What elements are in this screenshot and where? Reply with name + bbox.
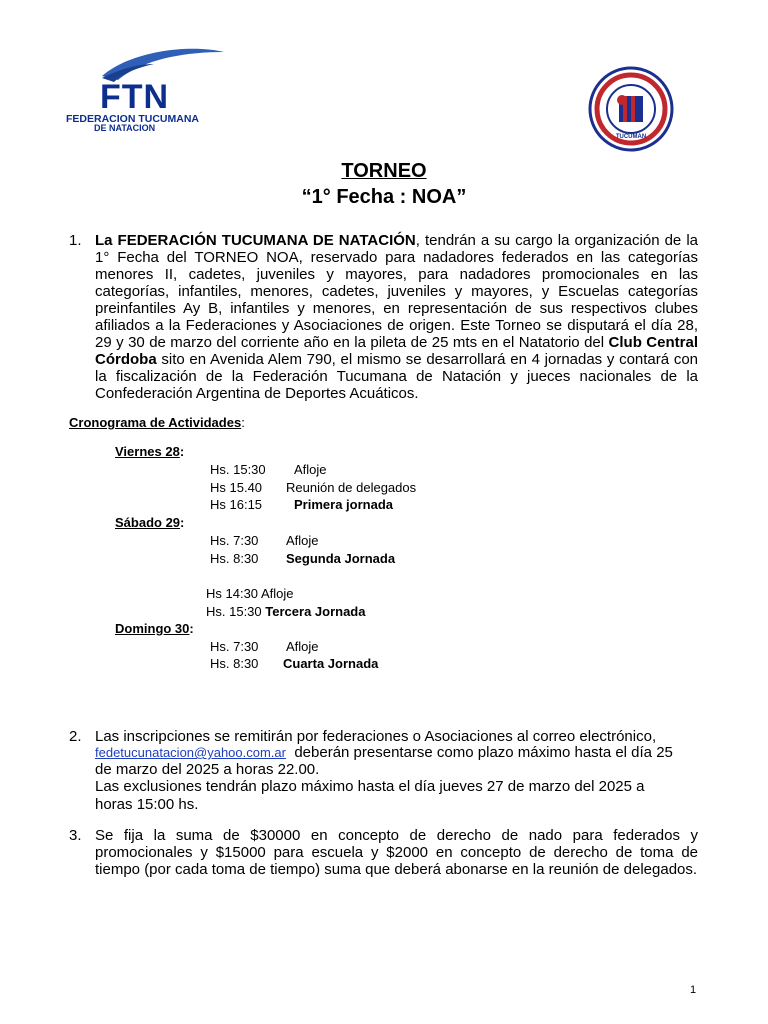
- schedule-activity: Afloje: [286, 533, 319, 548]
- svg-text:TUCUMAN: TUCUMAN: [615, 134, 647, 140]
- svg-text:DE NATACION: DE NATACION: [94, 123, 156, 132]
- schedule-time: Hs. 8:30: [210, 656, 259, 671]
- item-2-line-2: [95, 744, 715, 761]
- schedule-time: Hs 16:15: [210, 497, 263, 512]
- svg-text:FTN: FTN: [100, 78, 170, 116]
- item-1-text-b: sito en Avenida Alem 790, el mismo se desarrollará en 4 jornadas y contará con la fiscalización de la Federación Tucumana de Natación y jueces nacionales de la Confederación Argentina de Deportes Acuáticos.: [95, 351, 698, 402]
- schedule-activity: Afloje: [294, 462, 327, 477]
- item-2-line-2-rest: deberán presentarse como plazo máximo hasta el día 25: [294, 744, 673, 761]
- schedule-time: Hs. 15:30: [206, 604, 262, 619]
- schedule-activity: Reunión de delegados: [286, 480, 417, 495]
- day-label-sunday: Domingo 30:: [115, 621, 194, 636]
- item-1-paragraph: [95, 232, 698, 402]
- schedule-activity: Afloje: [286, 639, 319, 654]
- item-2-number: 2.: [69, 728, 82, 745]
- schedule-row-afternoon-2: [206, 604, 365, 619]
- ftn-logo: [62, 46, 227, 132]
- svg-text:FEDERACION TUCUMANA: FEDERACION TUCUMANA: [66, 113, 199, 125]
- club-name: Club Central Córdoba: [95, 334, 698, 368]
- schedule-time: Hs. 7:30: [210, 533, 259, 548]
- schedule-activity: Afloje: [260, 586, 294, 601]
- schedule-time: Hs 14:30: [206, 586, 259, 601]
- item-2-line-3: de marzo del 2025 a horas 22.00.: [95, 761, 320, 778]
- item-1-number: 1.: [69, 232, 82, 249]
- schedule-time: Hs. 7:30: [210, 639, 259, 654]
- schedule-activity: Segunda Jornada: [286, 551, 396, 566]
- item-2-line-4: Las exclusiones tendrán plazo máximo hasta el día jueves 27 de marzo del 2025 a: [95, 778, 645, 795]
- item-1-text-a: , tendrán a su cargo la organización de la 1° Fecha del TORNEO NOA, reservado para nadadores federados en las categorías menores II, cadetes, juveniles y mayores, para nadadores promocionales en las categorías, infantiles, menores, cadetes, juveniles y mayores, y Escuelas categorías preinfantiles Ay B, infantiles y menores, en representación de sus respectivos clubes afiliados a la Federaciones y Asociaciones de origen. Este Torneo se disputará el día 28, 29 y 30 de marzo del corriente año en la pileta de 25 mts en el Natatorio del: [95, 232, 698, 351]
- schedule-activity: Tercera Jornada: [265, 604, 366, 619]
- schedule-heading: Cronograma de Actividades:: [69, 415, 245, 430]
- schedule-activity: Primera jornada: [294, 497, 393, 512]
- title-line-1: TORNEO: [341, 160, 427, 182]
- email-link[interactable]: fedetucunatacion@yahoo.com.ar: [95, 745, 286, 760]
- page-number: 1: [690, 984, 697, 996]
- schedule-time: Hs 15.40: [210, 480, 263, 495]
- schedule-activity: Cuarta Jornada: [283, 656, 379, 671]
- federation-name: La FEDERACIÓN TUCUMANA DE NATACIÓN: [95, 232, 416, 249]
- day-label-saturday: Sábado 29:: [115, 515, 185, 530]
- item-2-line-5: horas 15:00 hs.: [95, 796, 199, 813]
- schedule-row-afternoon-1: [206, 586, 293, 601]
- schedule-time: Hs. 8:30: [210, 551, 259, 566]
- item-3-number: 3.: [69, 827, 82, 844]
- title-line-2: “1° Fecha : NOA”: [301, 186, 467, 208]
- day-label-friday: Viernes 28:: [115, 444, 185, 459]
- item-2-line-1: Las inscripciones se remitirán por federaciones o Asociaciones al correo electrónico,: [95, 728, 657, 745]
- item-3-paragraph: Se fija la suma de $30000 en concepto de derecho de nado para federados y promocionales y $15000 para escuela y $2000 en concepto de derecho de toma de tiempo (por cada toma de tiempo) suma que deberá abonarse en la reunión de delegados.: [95, 827, 698, 878]
- club-seal-logo: [588, 66, 674, 152]
- schedule-time: Hs. 15:30: [210, 462, 266, 477]
